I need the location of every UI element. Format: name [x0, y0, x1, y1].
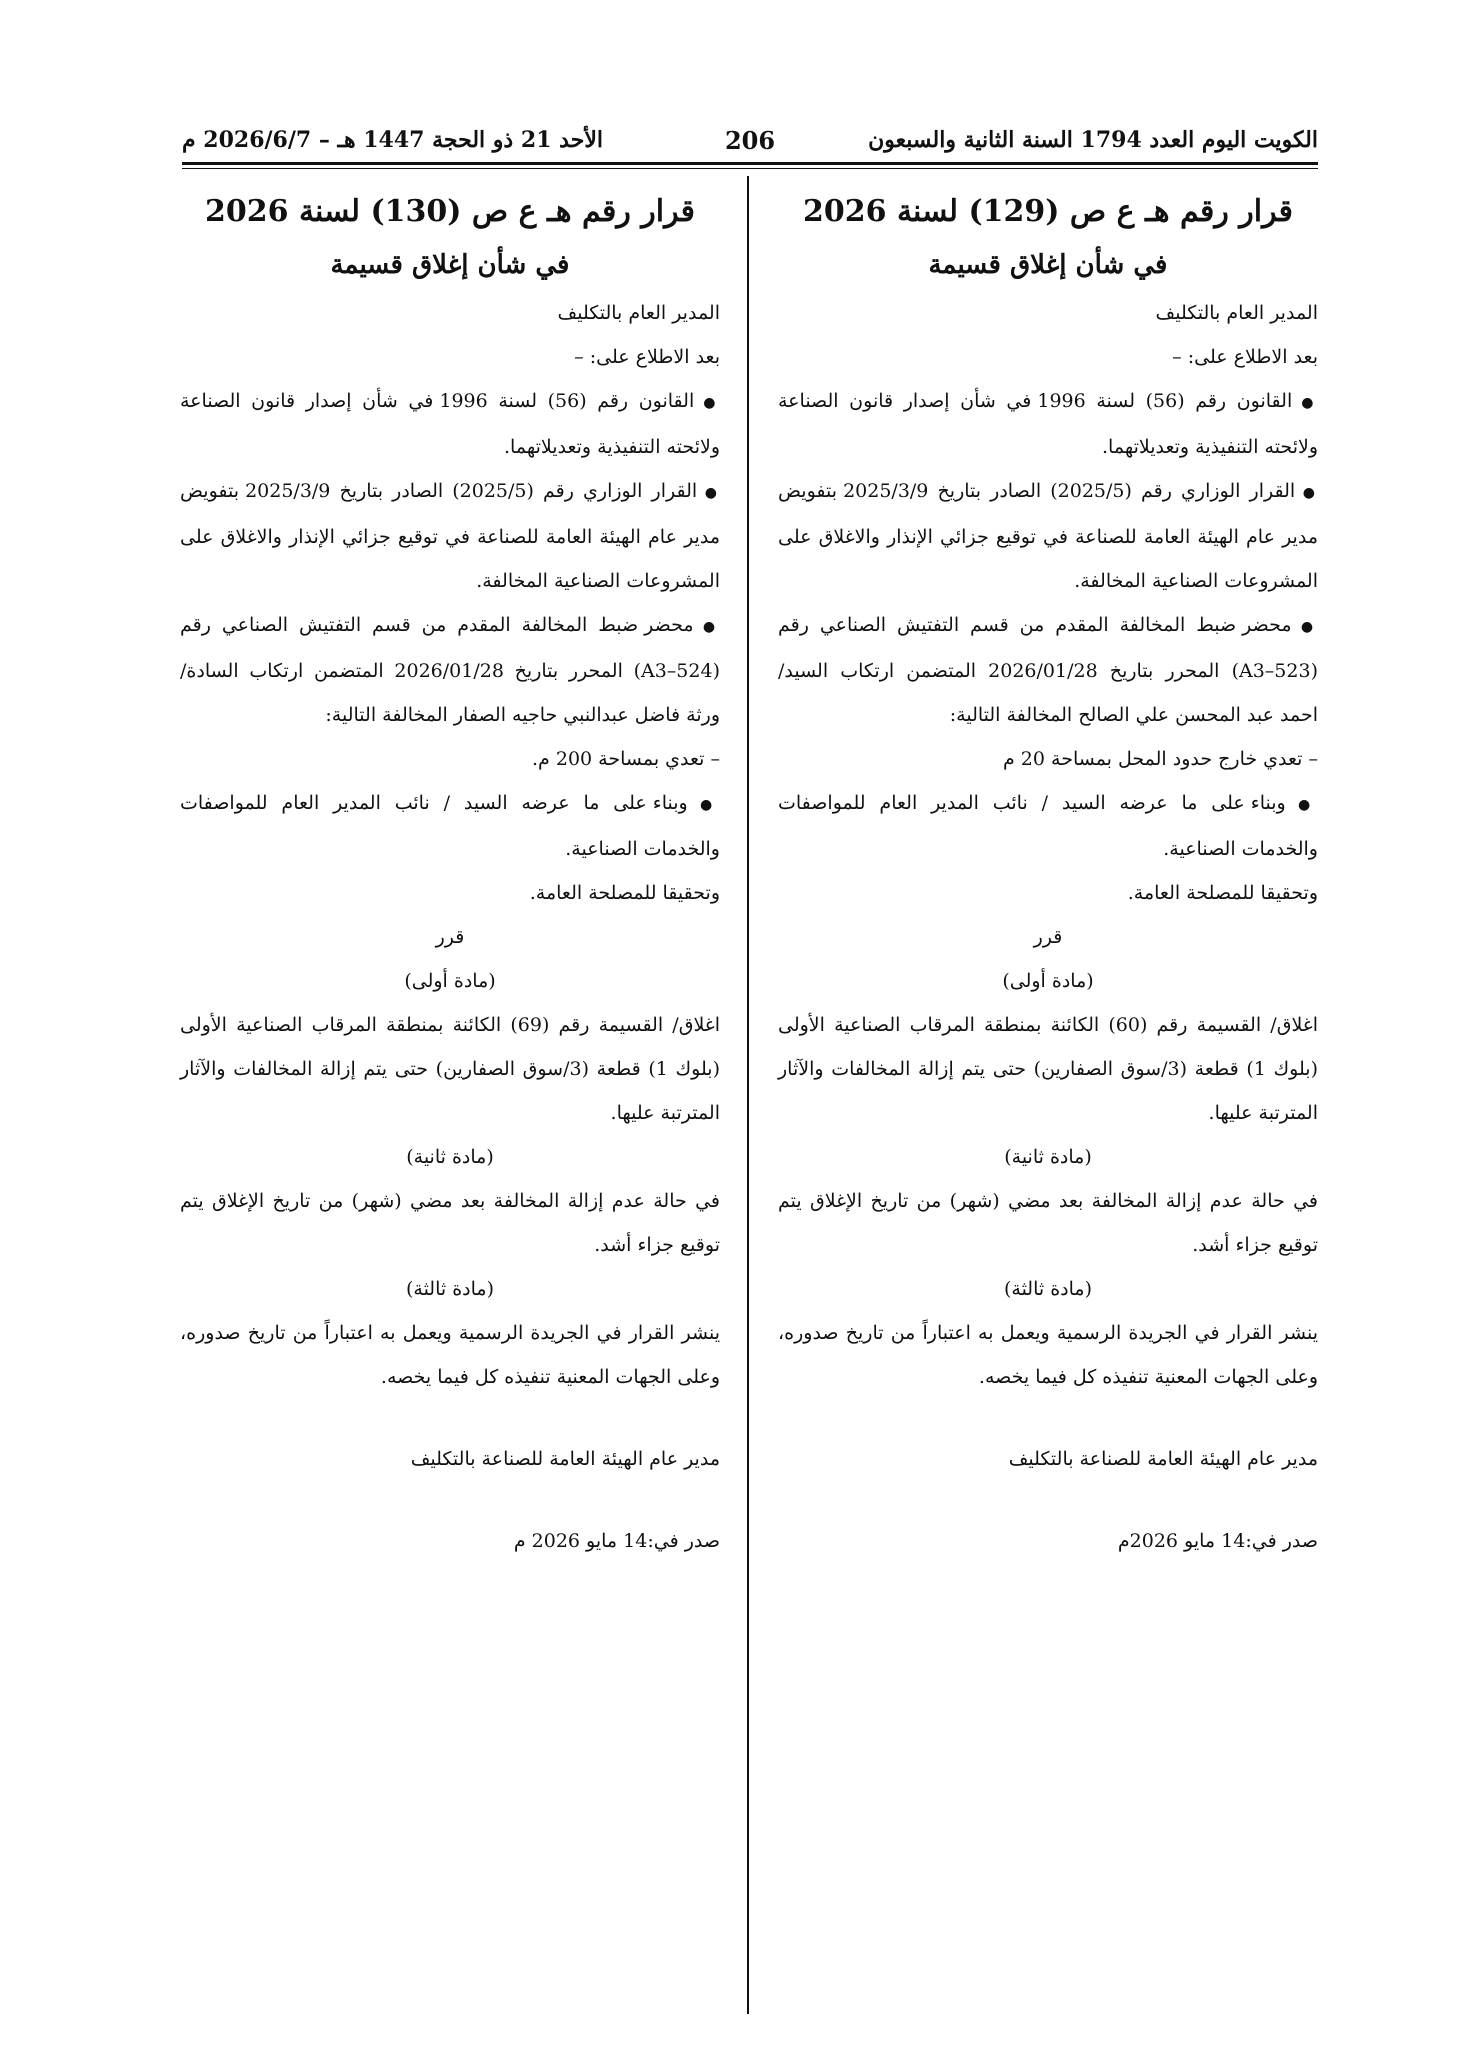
spacer	[778, 1399, 1318, 1437]
header-date: الأحد 21 ذو الحجة 1447 هـ – 2026/6/7 م	[182, 127, 603, 153]
preamble-item: ● محضر ضبط المخالفة المقدم من قسم التفتيش الصناعي رقم (A3–524) المحرر بتاريخ 2026/01/28 المتضمن ارتكاب السادة/ ورثة فاضل عبدالنبي حاجيه الصفار المخالفة التالية:	[180, 603, 720, 737]
decided-heading: قرر	[435, 926, 465, 948]
header-rule-thick	[182, 162, 1318, 165]
article-text: اغلاق/ القسيمة رقم (69) الكائنة بمنطقة المرقاب الصناعية الأولى (بلوك 1) قطعة (3/سوق الصفارين) حتى يتم إزالة المخالفات والآثار المترتبة عليها.	[180, 1014, 720, 1124]
article-text: ينشر القرار في الجريدة الرسمية ويعمل به اعتباراً من تاريخ صدوره، وعلى الجهات المعنية تنفيذه كل فيما يخصه.	[778, 1322, 1318, 1388]
decided-heading: قرر	[1033, 926, 1063, 948]
violation-line: – تعدي بمساحة 200 م.	[532, 748, 720, 770]
page-number: 206	[724, 125, 776, 155]
article-text: في حالة عدم إزالة المخالفة بعد مضي (شهر) من تاريخ الإغلاق يتم توقيع جزاء أشد.	[180, 1190, 720, 1256]
article-heading: (مادة أولى)	[404, 970, 496, 992]
preamble-item: ● القانون رقم (56) لسنة 1996 في شأن إصدار قانون الصناعة ولائحته التنفيذية وتعديلاتهما.	[778, 379, 1318, 469]
signature-line: مدير عام الهيئة العامة للصناعة بالتكليف	[1008, 1448, 1318, 1470]
article-text: ينشر القرار في الجريدة الرسمية ويعمل به اعتباراً من تاريخ صدوره، وعلى الجهات المعنية تنفيذه كل فيما يخصه.	[180, 1322, 720, 1388]
page-header	[182, 118, 1318, 162]
decision-130	[180, 185, 720, 1563]
public-interest-line: وتحقيقا للمصلحة العامة.	[529, 882, 720, 904]
preamble-item: ● وبناء على ما عرضه السيد / نائب المدير العام للمواصفات والخدمات الصناعية.	[180, 781, 720, 871]
article-heading: (مادة ثالثة)	[405, 1278, 495, 1300]
preamble-item: ● القانون رقم (56) لسنة 1996 في شأن إصدار قانون الصناعة ولائحته التنفيذية وتعديلاتهما.	[180, 379, 720, 469]
violation-line: – تعدي خارج حدود المحل بمساحة 20 م	[1002, 748, 1318, 770]
preamble-item: ● محضر ضبط المخالفة المقدم من قسم التفتيش الصناعي رقم (A3–523) المحرر بتاريخ 2026/01/28 المتضمن ارتكاب السيد/ احمد عبد المحسن علي الصالح المخالفة التالية:	[778, 603, 1318, 737]
authority-line: المدير العام بالتكليف	[1155, 302, 1318, 324]
column-divider	[747, 176, 749, 2014]
signature-line: مدير عام الهيئة العامة للصناعة بالتكليف	[410, 1448, 720, 1470]
decision-129	[778, 185, 1318, 1563]
header-rule-thin	[182, 168, 1318, 169]
preamble-item: ● القرار الوزاري رقم (2025/5) الصادر بتاريخ 2025/3/9 بتفويض مدير عام الهيئة العامة للصناعة في توقيع جزائي الإنذار والاغلاق على المشروعات الصناعية المخالفة.	[180, 469, 720, 603]
authority-line: المدير العام بالتكليف	[557, 302, 720, 324]
decision-title: قرار رقم هـ ع ص (129) لسنة 2026	[803, 194, 1293, 229]
preamble-item: ● وبناء على ما عرضه السيد / نائب المدير العام للمواصفات والخدمات الصناعية.	[778, 781, 1318, 871]
decision-subtitle: في شأن إغلاق قسيمة	[928, 250, 1168, 280]
issued-date: صدر في:14 مايو 2026م	[1117, 1530, 1318, 1552]
article-heading: (مادة ثانية)	[1004, 1146, 1092, 1168]
decision-title: قرار رقم هـ ع ص (130) لسنة 2026	[205, 194, 695, 229]
spacer	[180, 1481, 720, 1519]
article-text: في حالة عدم إزالة المخالفة بعد مضي (شهر) من تاريخ الإغلاق يتم توقيع جزاء أشد.	[778, 1190, 1318, 1256]
after-review-line: بعد الاطلاع على: –	[574, 346, 720, 368]
article-text: اغلاق/ القسيمة رقم (60) الكائنة بمنطقة المرقاب الصناعية الأولى (بلوك 1) قطعة (3/سوق الصفارين) حتى يتم إزالة المخالفات والآثار المترتبة عليها.	[778, 1014, 1318, 1124]
article-heading: (مادة أولى)	[1002, 970, 1094, 992]
article-heading: (مادة ثالثة)	[1003, 1278, 1093, 1300]
preamble-item: ● القرار الوزاري رقم (2025/5) الصادر بتاريخ 2025/3/9 بتفويض مدير عام الهيئة العامة للصناعة في توقيع جزائي الإنذار والاغلاق على المشروعات الصناعية المخالفة.	[778, 469, 1318, 603]
public-interest-line: وتحقيقا للمصلحة العامة.	[1127, 882, 1318, 904]
spacer	[778, 1481, 1318, 1519]
article-heading: (مادة ثانية)	[406, 1146, 494, 1168]
decision-subtitle: في شأن إغلاق قسيمة	[330, 250, 570, 280]
spacer	[180, 1399, 720, 1437]
header-issue-info: الكويت اليوم العدد 1794 السنة الثانية والسبعون	[868, 127, 1318, 153]
after-review-line: بعد الاطلاع على: –	[1172, 346, 1318, 368]
issued-date: صدر في:14 مايو 2026 م	[513, 1530, 720, 1552]
